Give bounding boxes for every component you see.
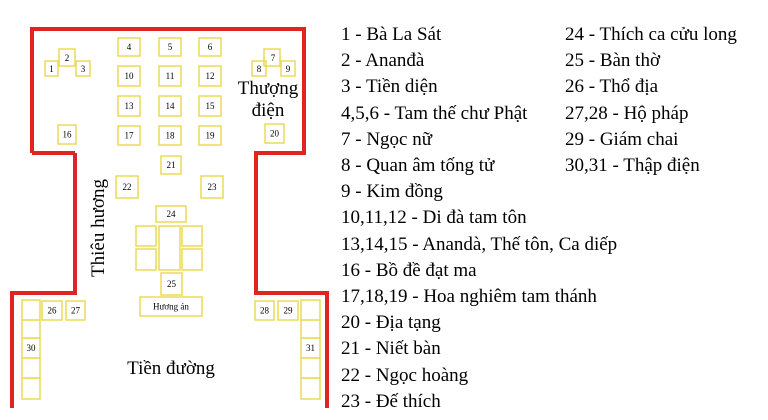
box-label-7: 7 bbox=[270, 53, 276, 63]
box-label-2: 2 bbox=[64, 53, 70, 63]
box-label-22: 22 bbox=[122, 182, 132, 192]
box-label-23: 23 bbox=[207, 182, 217, 192]
legend-item: 9 - Kim đồng bbox=[341, 181, 443, 203]
box-label-12: 12 bbox=[205, 71, 215, 81]
box-label-18: 18 bbox=[165, 130, 175, 141]
legend-item: 23 - Đế thích bbox=[341, 390, 441, 412]
legend-item: 16 - Bồ đề đạt ma bbox=[341, 259, 477, 281]
box-label-21: 21 bbox=[166, 160, 176, 170]
area-labels bbox=[88, 78, 299, 379]
legend-item: 10,11,12 - Di đà tam tôn bbox=[341, 207, 527, 229]
box-label-29: 29 bbox=[283, 305, 293, 316]
legend-item: 30,31 - Thập điện bbox=[565, 155, 700, 177]
legend-item: 26 - Thổ địa bbox=[565, 76, 659, 98]
legend-item: 22 - Ngọc hoàng bbox=[341, 364, 469, 386]
legend-item: 29 - Giám chai bbox=[565, 128, 679, 150]
box-label-27: 27 bbox=[71, 305, 80, 316]
thuong-dien-label-line1: Thượng bbox=[237, 78, 299, 99]
box-label-8: 8 bbox=[256, 64, 262, 74]
box-label-3: 3 bbox=[80, 64, 86, 74]
box-label-25: 25 bbox=[167, 279, 176, 289]
legend-item: 17,18,19 - Hoa nghiêm tam thánh bbox=[341, 286, 597, 308]
legend-right-column bbox=[565, 22, 737, 179]
box-label-10: 10 bbox=[124, 71, 134, 81]
box-label-24: 24 bbox=[166, 209, 176, 219]
box-label-13: 13 bbox=[124, 101, 134, 111]
temple-floor-plan bbox=[0, 0, 330, 420]
box-label-4: 4 bbox=[126, 42, 132, 52]
box-label-11: 11 bbox=[165, 71, 175, 81]
legend-item: 25 - Bàn thờ bbox=[565, 50, 661, 72]
legend-item: 1 - Bà La Sát bbox=[341, 24, 442, 45]
box-label-1: 1 bbox=[49, 64, 54, 74]
box-label-31: 31 bbox=[306, 343, 315, 353]
box-label-15: 15 bbox=[205, 101, 215, 111]
legend-item: 21 - Niết bàn bbox=[341, 338, 441, 360]
thuong-dien-label-line2: điện bbox=[251, 100, 285, 121]
box-label-20: 20 bbox=[270, 128, 279, 139]
box-label-28: 28 bbox=[260, 305, 269, 316]
box-label-30: 30 bbox=[26, 343, 36, 353]
box-label-6: 6 bbox=[207, 42, 213, 52]
box-label-14: 14 bbox=[165, 101, 175, 111]
thieu-huong-label: Thiêu hương bbox=[88, 179, 109, 277]
box-label-9: 9 bbox=[285, 64, 291, 74]
legend-item: 13,14,15 - Anandà, Thế tôn, Ca diếp bbox=[341, 233, 618, 255]
huong-an-label: Hương án bbox=[153, 301, 189, 312]
legend-item: 2 - Ananđà bbox=[341, 50, 425, 72]
box-label-16: 16 bbox=[62, 129, 72, 140]
legend-item: 4,5,6 - Tam thế chư Phật bbox=[341, 102, 528, 124]
legend-item: 24 - Thích ca cửu long bbox=[565, 24, 737, 45]
box-label-17: 17 bbox=[124, 130, 134, 141]
box-label-5: 5 bbox=[167, 42, 173, 52]
legend-item: 8 - Quan âm tống tử bbox=[341, 155, 495, 177]
legend-item: 7 - Ngọc nữ bbox=[341, 128, 433, 150]
legend-item: 27,28 - Hộ pháp bbox=[565, 102, 689, 124]
box-label-26: 26 bbox=[47, 305, 57, 316]
tien-duong-label: Tiền đường bbox=[127, 358, 215, 379]
legend-item: 3 - Tiền diện bbox=[341, 76, 438, 98]
box-label-19: 19 bbox=[205, 130, 215, 141]
legend-item: 20 - Địa tạng bbox=[341, 312, 441, 334]
